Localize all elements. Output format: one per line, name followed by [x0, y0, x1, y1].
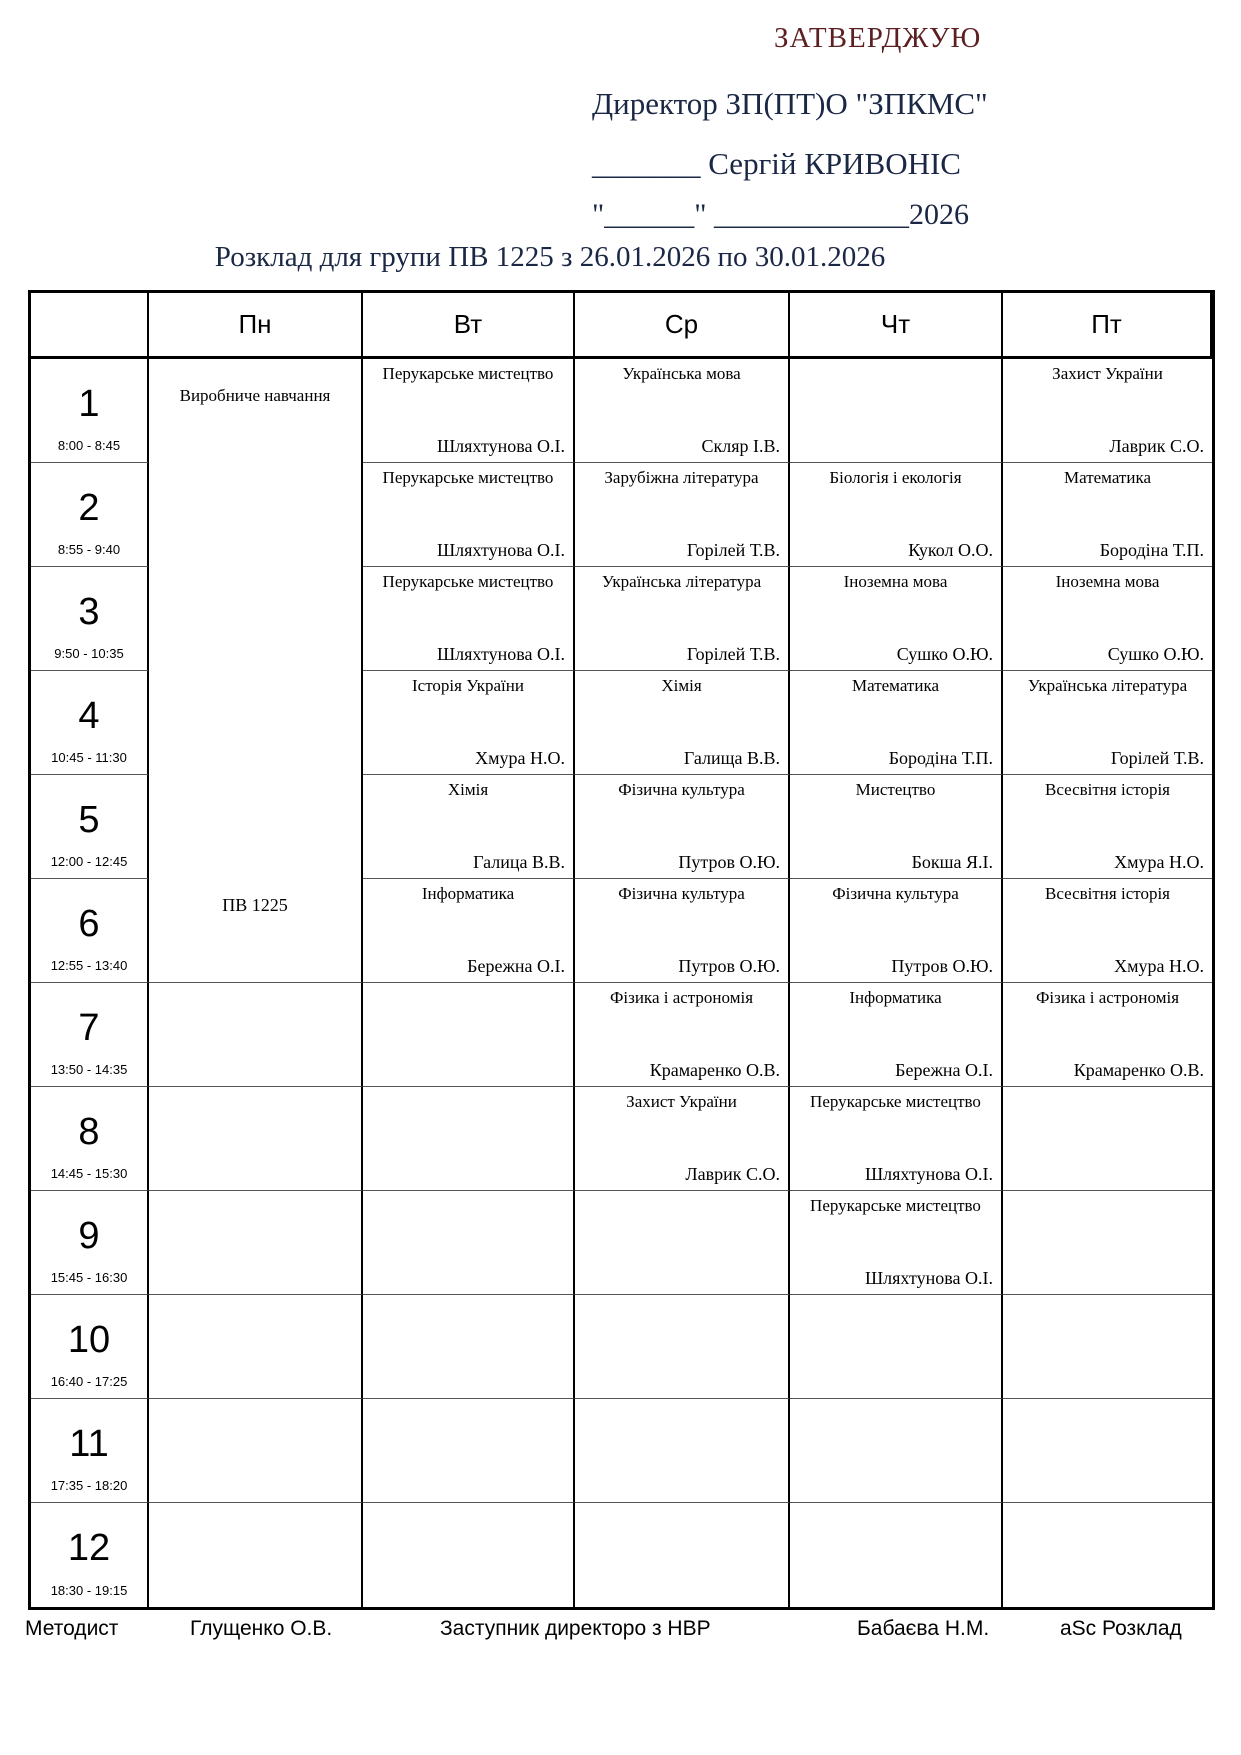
tue-lesson-cell: [363, 671, 575, 775]
subject-label: Фізична культура: [618, 780, 745, 799]
monday-empty-cell: [149, 1087, 363, 1191]
thu-lesson-cell: [790, 1191, 1003, 1295]
tue-lesson-cell: [363, 1191, 575, 1295]
subject-label: Виробниче навчання: [179, 386, 331, 405]
lesson-number: 2: [78, 487, 100, 529]
footer-methodist-name: Глущенко О.В.: [190, 1617, 333, 1640]
teacher-label: Путров О.Ю.: [678, 956, 780, 976]
teacher-label: Скляр І.В.: [701, 436, 780, 456]
monday-empty-cell: [149, 1191, 363, 1295]
thu-lesson-cell: [790, 463, 1003, 567]
wed-lesson-cell: [575, 1295, 790, 1399]
subject-label: Іноземна мова: [1055, 572, 1160, 591]
group-label: ПВ 1225: [222, 895, 288, 915]
teacher-label: Галица В.В.: [473, 852, 565, 872]
subject-label: Історія України: [412, 676, 524, 695]
lesson-time: 18:30 - 19:15: [50, 1583, 128, 1598]
thu-lesson-cell: [790, 879, 1003, 983]
corner-cell: [31, 293, 149, 359]
teacher-label: Хмура Н.О.: [475, 748, 565, 768]
lesson-number: 10: [67, 1319, 111, 1361]
day-header-wed: Ср: [575, 293, 790, 359]
lesson-time: 14:45 - 15:30: [50, 1166, 128, 1181]
fri-lesson-cell: [1003, 1191, 1212, 1295]
fri-lesson-cell: [1003, 983, 1212, 1087]
subject-label: Українська література: [1027, 676, 1188, 695]
lesson-time: 17:35 - 18:20: [50, 1478, 128, 1493]
wed-lesson-cell: [575, 567, 790, 671]
period-cell: [31, 359, 149, 463]
subject-label: Хімія: [661, 676, 702, 695]
teacher-label: Путров О.Ю.: [891, 956, 993, 976]
day-header-fri: Пт: [1003, 293, 1212, 359]
teacher-label: Кукол О.О.: [908, 540, 993, 560]
approval-block: [592, 22, 1122, 232]
thu-lesson-cell: [790, 1295, 1003, 1399]
fri-lesson-cell: [1003, 1399, 1212, 1503]
period-cell: [31, 463, 149, 567]
wed-lesson-cell: [575, 1191, 790, 1295]
lesson-number: 6: [78, 903, 100, 945]
teacher-label: Бережна О.І.: [895, 1060, 993, 1080]
teacher-label: Шляхтунова О.І.: [437, 540, 565, 560]
monday-empty-cell: [149, 1503, 363, 1607]
fri-lesson-cell: [1003, 1295, 1212, 1399]
teacher-label: Горілей Т.В.: [686, 644, 780, 664]
subject-label: Біологія і екологія: [829, 468, 962, 487]
subject-label: Фізика і астрономія: [1035, 988, 1180, 1007]
lesson-number: 3: [78, 591, 100, 633]
tue-lesson-cell: [363, 1503, 575, 1607]
period-cell: [31, 879, 149, 983]
thu-lesson-cell: [790, 359, 1003, 463]
teacher-label: Шляхтунова О.І.: [865, 1164, 993, 1184]
tue-lesson-cell: [363, 775, 575, 879]
teacher-label: Лаврик С.О.: [1109, 436, 1204, 456]
wed-lesson-cell: [575, 463, 790, 567]
wed-lesson-cell: [575, 1087, 790, 1191]
teacher-label: Горілей Т.В.: [1110, 748, 1204, 768]
monday-merged-cell: [149, 359, 363, 983]
teacher-label: Шляхтунова О.І.: [437, 644, 565, 664]
subject-label: Фізика і астрономія: [609, 988, 754, 1007]
subject-label: Перукарське мистецтво: [810, 1196, 981, 1215]
lesson-number: 1: [78, 383, 100, 425]
teacher-label: Бережна О.І.: [467, 956, 565, 976]
subject-label: Зарубіжна література: [604, 468, 759, 487]
subject-label: Захист України: [1052, 364, 1163, 383]
tue-lesson-cell: [363, 567, 575, 671]
teacher-label: Бородіна Т.П.: [1099, 540, 1204, 560]
fri-lesson-cell: [1003, 1503, 1212, 1607]
subject-label: Перукарське мистецтво: [382, 468, 554, 487]
monday-empty-cell: [149, 983, 363, 1087]
subject-label: Іноземна мова: [843, 572, 948, 591]
teacher-label: Лаврик С.О.: [685, 1164, 780, 1184]
day-header-thu: Чт: [790, 293, 1003, 359]
period-cell: [31, 1295, 149, 1399]
approval-date-line: "______" _____________2026: [592, 198, 969, 231]
teacher-label: Бородіна Т.П.: [888, 748, 993, 768]
subject-label: Хімія: [447, 780, 489, 799]
subject-label: Мистецтво: [855, 780, 936, 799]
subject-label: Захист України: [626, 1092, 737, 1111]
teacher-label: Галища В.В.: [683, 748, 780, 768]
period-cell: [31, 775, 149, 879]
teacher-label: Сушко О.Ю.: [896, 644, 993, 664]
lesson-number: 5: [78, 799, 100, 841]
approval-director-line: Директор ЗП(ПТ)О "ЗПКМС": [592, 86, 988, 121]
lesson-time: 12:00 - 12:45: [50, 854, 128, 869]
day-header-mon: Пн: [149, 293, 363, 359]
period-cell: [31, 1087, 149, 1191]
lesson-time: 16:40 - 17:25: [50, 1374, 128, 1389]
fri-lesson-cell: [1003, 359, 1212, 463]
timetable: [28, 290, 1215, 1610]
teacher-label: Горілей Т.В.: [686, 540, 780, 560]
subject-label: Перукарське мистецтво: [382, 572, 554, 591]
teacher-label: Шляхтунова О.І.: [865, 1268, 993, 1288]
subject-label: Перукарське мистецтво: [810, 1092, 981, 1111]
footer: [0, 1617, 1241, 1651]
fri-lesson-cell: [1003, 879, 1212, 983]
fri-lesson-cell: [1003, 775, 1212, 879]
tue-lesson-cell: [363, 879, 575, 983]
tue-lesson-cell: [363, 1295, 575, 1399]
period-cell: [31, 983, 149, 1087]
period-cell: [31, 567, 149, 671]
day-header-tue: Вт: [363, 293, 575, 359]
fri-lesson-cell: [1003, 463, 1212, 567]
wed-lesson-cell: [575, 1503, 790, 1607]
tue-lesson-cell: [363, 359, 575, 463]
wed-lesson-cell: [575, 879, 790, 983]
monday-empty-cell: [149, 1295, 363, 1399]
page-title: Розклад для групи ПВ 1225 з 26.01.2026 по 30.01.2026: [214, 241, 886, 273]
lesson-number: 11: [69, 1423, 109, 1465]
fri-lesson-cell: [1003, 671, 1212, 775]
lesson-number: 4: [78, 695, 100, 737]
tue-lesson-cell: [363, 1087, 575, 1191]
subject-label: Всесвітня історія: [1045, 780, 1170, 799]
subject-label: Українська мова: [622, 364, 741, 383]
period-cell: [31, 1191, 149, 1295]
subject-label: Математика: [1063, 468, 1152, 487]
period-cell: [31, 1503, 149, 1607]
wed-lesson-cell: [575, 775, 790, 879]
thu-lesson-cell: [790, 983, 1003, 1087]
subject-label: Фізична культура: [832, 884, 959, 903]
fri-lesson-cell: [1003, 567, 1212, 671]
lesson-time: 9:50 - 10:35: [54, 646, 124, 661]
thu-lesson-cell: [790, 671, 1003, 775]
footer-asc-brand: aSc Розклад: [1060, 1617, 1182, 1640]
footer-deputy-director-label: Заступник директоро з НВР: [440, 1617, 711, 1640]
lesson-number: 12: [67, 1527, 111, 1569]
lesson-number: 7: [78, 1007, 100, 1049]
wed-lesson-cell: [575, 983, 790, 1087]
thu-lesson-cell: [790, 567, 1003, 671]
subject-label: Перукарське мистецтво: [382, 364, 554, 383]
teacher-label: Хмура Н.О.: [1114, 956, 1204, 976]
wed-lesson-cell: [575, 359, 790, 463]
lesson-time: 15:45 - 16:30: [50, 1270, 128, 1285]
lesson-time: 12:55 - 13:40: [50, 958, 128, 973]
period-cell: [31, 671, 149, 775]
monday-empty-cell: [149, 1399, 363, 1503]
period-cell: [31, 1399, 149, 1503]
approval-label: ЗАТВЕРДЖУЮ: [774, 22, 982, 54]
footer-methodist-label: Методист: [25, 1617, 119, 1640]
tue-lesson-cell: [363, 1399, 575, 1503]
teacher-label: Хмура Н.О.: [1114, 852, 1204, 872]
subject-label: Всесвітня історія: [1045, 884, 1170, 903]
subject-label: Математика: [851, 676, 940, 695]
wed-lesson-cell: [575, 671, 790, 775]
approval-signature-line: _______ Сергій КРИВОНІС: [592, 146, 961, 181]
lesson-time: 8:55 - 9:40: [57, 542, 121, 557]
teacher-label: Крамаренко О.В.: [1073, 1060, 1204, 1080]
lesson-number: 9: [78, 1215, 100, 1257]
lesson-time: 10:45 - 11:30: [51, 750, 127, 765]
lesson-number: 8: [78, 1111, 100, 1153]
teacher-label: Путров О.Ю.: [678, 852, 780, 872]
footer-deputy-director-name: Бабаєва Н.М.: [857, 1617, 990, 1640]
fri-lesson-cell: [1003, 1087, 1212, 1191]
teacher-label: Крамаренко О.В.: [649, 1060, 780, 1080]
thu-lesson-cell: [790, 1503, 1003, 1607]
subject-label: Фізична культура: [618, 884, 745, 903]
lesson-time: 8:00 - 8:45: [57, 438, 121, 453]
subject-label: Інформатика: [421, 884, 515, 903]
tue-lesson-cell: [363, 463, 575, 567]
tue-lesson-cell: [363, 983, 575, 1087]
thu-lesson-cell: [790, 775, 1003, 879]
teacher-label: Шляхтунова О.І.: [437, 436, 565, 456]
teacher-label: Сушко О.Ю.: [1107, 644, 1204, 664]
teacher-label: Бокша Я.І.: [911, 852, 993, 872]
thu-lesson-cell: [790, 1087, 1003, 1191]
wed-lesson-cell: [575, 1399, 790, 1503]
subject-label: Інформатика: [849, 988, 942, 1007]
thu-lesson-cell: [790, 1399, 1003, 1503]
subject-label: Українська література: [601, 572, 762, 591]
lesson-time: 13:50 - 14:35: [50, 1062, 128, 1077]
